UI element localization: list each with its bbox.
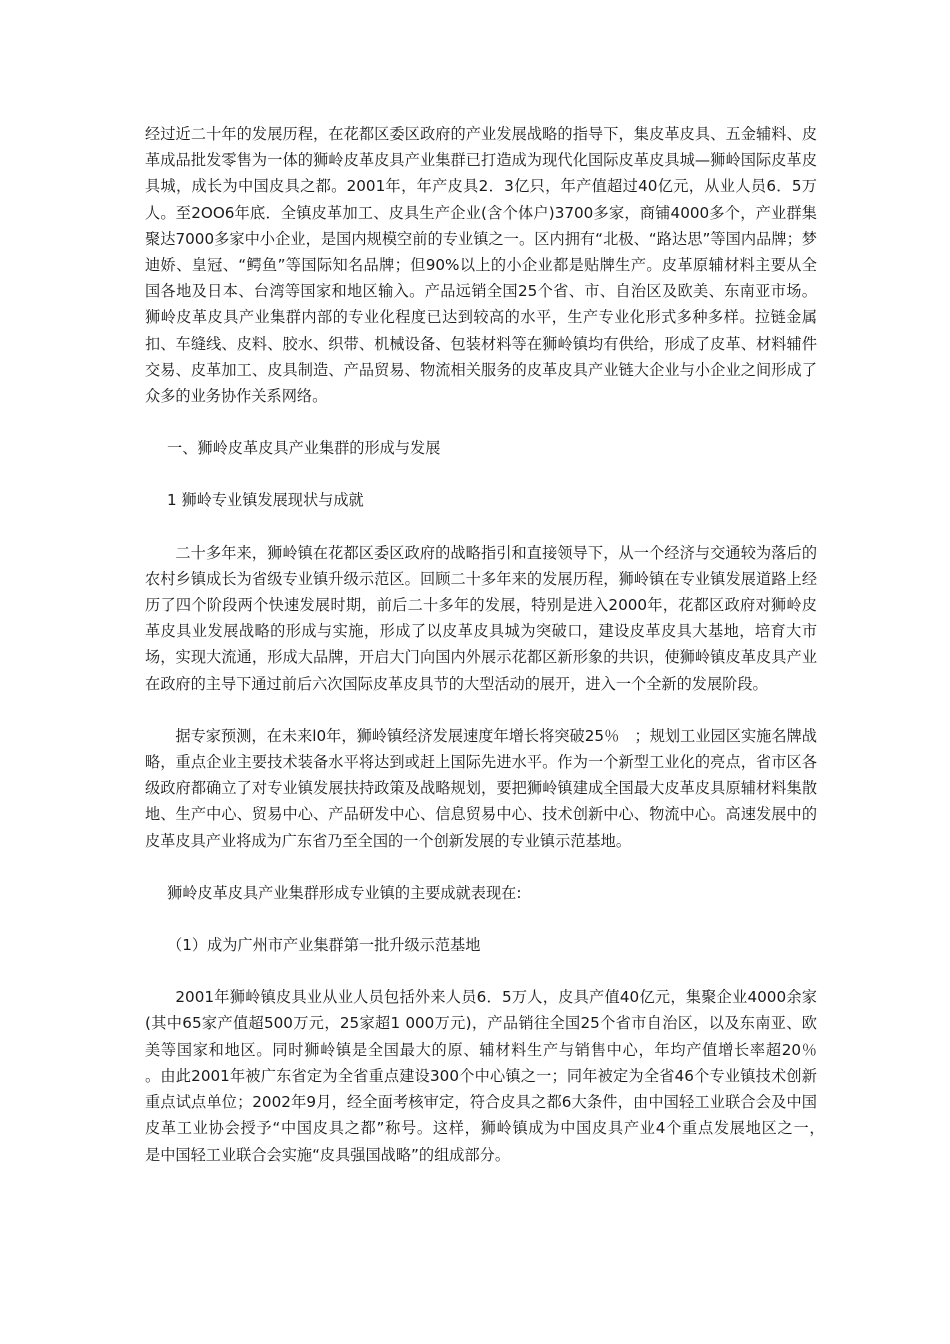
intro-paragraph: 经过近二十年的发展历程，在花都区委区政府的产业发展战略的指导下，集皮革皮具、五金辅料、皮革成品批发零售为一体的狮岭皮革皮具产业集群已打造成为现代化国际皮革皮具城—狮岭国际皮革皮具城，成长为中国皮具之都。2001年，年产皮具2．3亿只，年产值超过40亿元，从业人员6．5万人。至2OO6年底．全镇皮革加工、皮具生产企业(含个体户)3700多家，商铺4000多个，产业群集聚达7000多家中小企业，是国内规模空前的专业镇之一。区内拥有“北极、“路达思”等国内品牌；梦迪娇、皇冠、“鳄鱼”等国际知名品牌；但90%以上的小企业都是贴牌生产。皮革原辅材料主要从全国各地及日本、台湾等国家和地区输入。产品远销全国25个省、市、自治区及欧美、东南亚市场。狮岭皮革皮具产业集群内部的专业化程度已达到较高的水平，生产专业化形式多种多样。拉链金属扣、车缝线、皮料、胶水、织带、机械设备、包装材料等在狮岭镇均有供给，形成了皮革、材料辅件交易、皮革加工、皮具制造、产品贸易、物流相关服务的皮革皮具产业链大企业与小企业之间形成了众多的业务协作关系网络。: [145, 125, 817, 406]
achievement-paragraph-1: 2001年狮岭镇皮具业从业人员包括外来人员6．5万人，皮具产值40亿元，集聚企业4000余家(其中65家产值超500万元，25家超1 000万元)，产品销往全国25个省市自治区，以及东南亚、欧美等国家和地区。同时狮岭镇是全国最大的原、辅材料生产与销售中心，年均产值增长率超20％ 。由此2001年被广东省定为全省重点建设300个中心镇之一；同年被定为全省46个专业镇技术创新重点试点单位；2002年9月，经全面考核审定，符合皮具之都6大条件，由中国轻工业联合会及中国皮革工业协会授予“中国皮具之都”称号。这样，狮岭镇成为中国皮具产业4个重点发展地区之一， 是中国轻工业联合会实施“皮具强国战略”的组成部分。: [145, 988, 838, 1164]
forecast-paragraph: 据专家预测，在未来l0年，狮岭镇经济发展速度年增长将突破25％ ；规划工业园区实施名牌战略，重点企业主要技术装备水平将达到或赶上国际先进水平。作为一个新型工业化的亮点，省市区各级政府都确立了对专业镇发展扶持政策及战略规划，要把狮岭镇建成全国最大皮革皮具原辅材料集散地、生产中心、贸易中心、产品研发中心、信息贸易中心、技术创新中心、物流中心。高速发展中的皮革皮具产业将成为广东省乃至全国的一个创新发展的专业镇示范基地。: [145, 726, 817, 850]
section-heading: 一、狮岭皮革皮具产业集群的形成与发展: [167, 439, 441, 458]
achievement-heading-1: （1）成为广州市产业集群第一批升级示范基地: [167, 936, 481, 955]
achievements-lead: 狮岭皮革皮具产业集群形成专业镇的主要成就表现在:: [167, 883, 522, 902]
development-paragraph: 二十多年来，狮岭镇在花都区委区政府的战略指引和直接领导下，从一个经济与交通较为落后的农村乡镇成长为省级专业镇升级示范区。回顾二十多年来的发展历程，狮岭镇在专业镇发展道路上经历了四个阶段两个快速发展时期，前后二十多年的发展，特别是进入2000年，花都区政府对狮岭皮革皮具业发展战略的形成与实施，形成了以皮革皮具城为突破口，建设皮革皮具大基地，培育大市场，实现大流通，形成大品牌，开启大门向国内外展示花都区新形象的共识，使狮岭镇皮革皮具产业在政府的主导下通过前后六次国际皮革皮具节的大型活动的展开，进入一个全新的发展阶段。: [145, 543, 817, 693]
document-body: [145, 121, 838, 1194]
subsection-heading: 1 狮岭专业镇发展现状与成就: [167, 491, 364, 510]
